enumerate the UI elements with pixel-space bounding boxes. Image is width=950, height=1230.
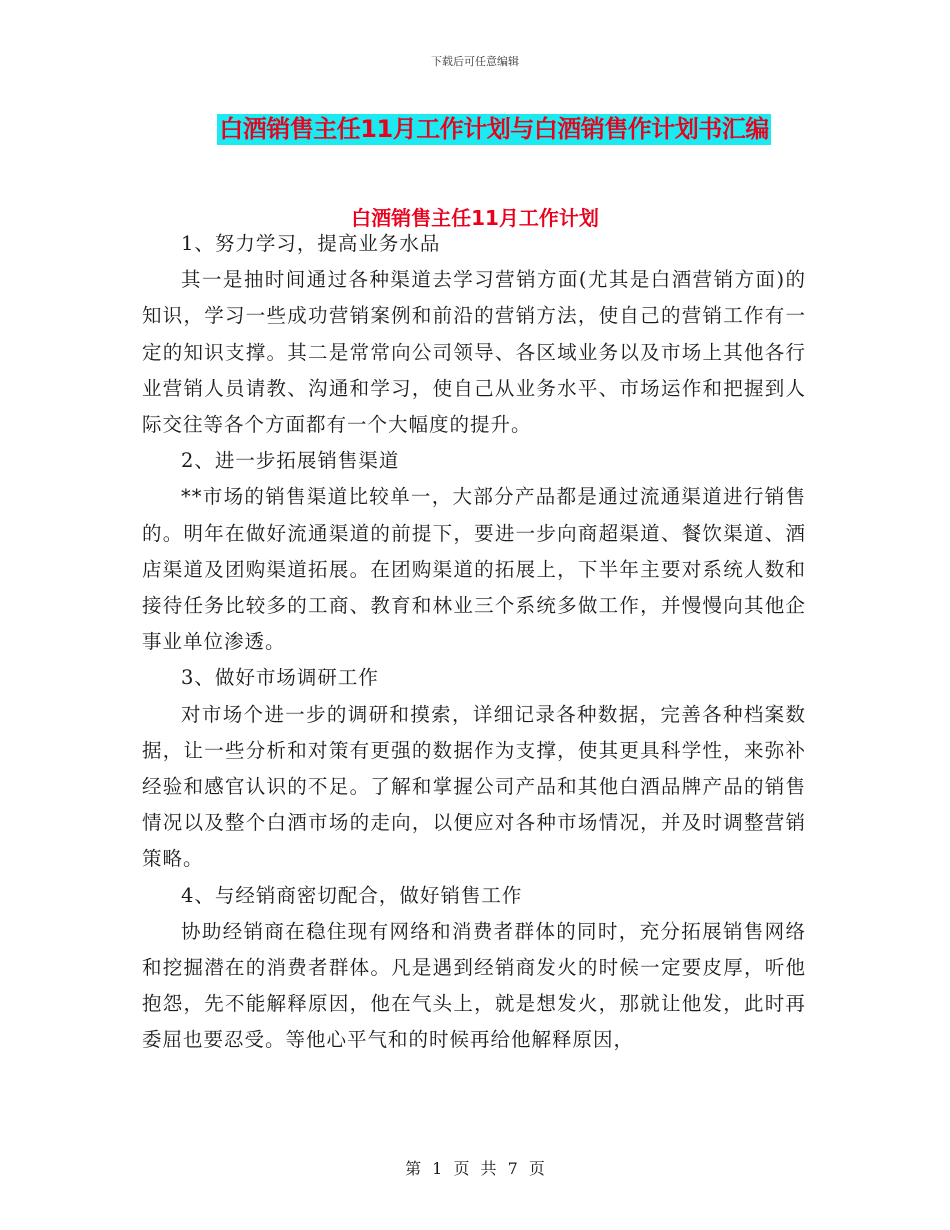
main-title: 白酒销售主任11月工作计划与白酒销售作计划书汇编 <box>219 115 769 143</box>
header-note: 下载后可任意编辑 <box>431 55 519 68</box>
heading-item-2: 2、进一步拓展销售渠道 <box>181 449 400 473</box>
paragraph-item-2: **市场的销售渠道比较单一，大部分产品都是通过流通渠道进行销售的。明年在做好流通渠道的前提下，要进一步向商超渠道、餐饮渠道、酒店渠道及团购渠道拓展。在团购渠道的拓展上，下半年主要对系统人数和接待任务比较多的工商、教育和林业三个系统多做工作，并慢慢向其他企事业单位渗透。 <box>142 485 806 654</box>
heading-item-4: 4、与经销商密切配合，做好销售工作 <box>181 883 523 907</box>
section-title: 白酒销售主任11月工作计划 <box>351 206 599 230</box>
page-footer: 第 1 页 共 7 页 <box>405 1159 545 1178</box>
heading-item-3: 3、做好市场调研工作 <box>181 666 379 690</box>
main-title-container <box>0 114 950 145</box>
heading-item-1: 1、努力学习，提高业务水品 <box>181 232 441 255</box>
paragraph-item-1: 其一是抽时间通过各种渠道去学习营销方面(尤其是白酒营销方面)的知识，学习一些成功营销案例和前沿的营销方法，使自己的营销工作有一定的知识支撑。其二是常常向公司领导、各区域业务以及市场上其他各行业营销人员请教、沟通和学习，使自己从业务水平、市场运作和把握到人际交往等各个方面都有一个大幅度的提升。 <box>142 268 806 437</box>
document-body <box>142 226 806 1059</box>
paragraph-item-3: 对市场个进一步的调研和摸索，详细记录各种数据，完善各种档案数据，让一些分析和对策有更强的数据作为支撑，使其更具科学性，来弥补经验和感官认识的不足。了解和掌握公司产品和其他白酒品牌产品的销售情况以及整个白酒市场的走向，以便应对各种市场情况，并及时调整营销策略。 <box>142 702 806 871</box>
paragraph-item-4: 协助经销商在稳住现有网络和消费者群体的同时，充分拓展销售网络和挖掘潜在的消费者群体。凡是遇到经销商发火的时候一定要皮厚，听他抱怨，先不能解释原因，他在气头上，就是想发火，那就让他发，此时再委屈也要忍受。等他心平气和的时候再给他解释原因， <box>142 919 806 1052</box>
